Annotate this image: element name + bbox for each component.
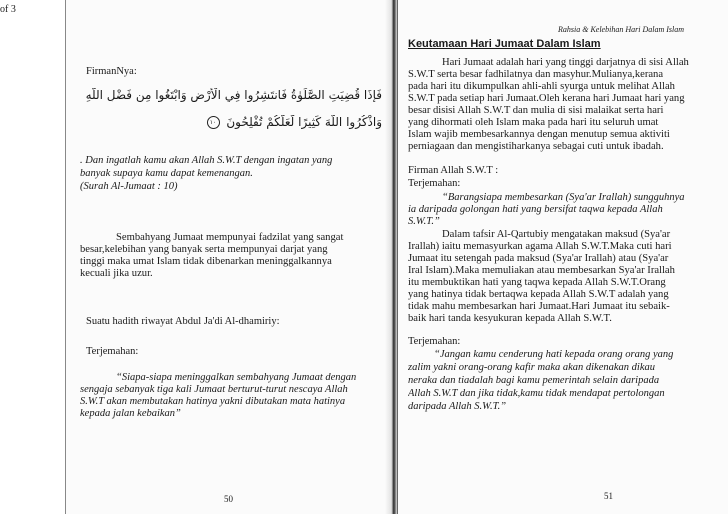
arabic-verse-line1: فَإِذَا قُضِيَتِ الصَّلَوٰةُ فَانتَشِرُوا فِي الْأَرْضِ وَابْتَغُوا مِن فَضْلِ اللَّهِ (85, 88, 382, 102)
quote1-line-1: “Barangsiapa membesarkan (Sya'ar Irallah) sungguhnya (442, 192, 685, 203)
translation-line-2: banyak supaya kamu dapat kemenangan. (80, 168, 253, 179)
right-para2-line-3: Jumaat itu setengah pada maksud (Sya'ar Irallah) atau (Sya'ar (408, 253, 669, 264)
arabic-verse-line2: وَاذْكُرُوا اللَّهَ كَثِيرًا لَّعَلَّكُمْ تُفْلِحُونَ (226, 115, 382, 129)
book-spread (65, 0, 728, 514)
page-number-left: 50 (224, 494, 233, 504)
quote2-line-3: neraka dan tiadalah bagi kamu pemerintah selain daripada (408, 375, 660, 386)
hadith-intro: Suatu hadith riwayat Abdul Ja'di Al-dhamiriy: (86, 316, 280, 327)
right-para2-line-8: baik hari tanda kesyukuran kepada Allah S.W.T. (408, 313, 612, 324)
right-page (397, 0, 728, 514)
firman-allah-label: Firman Allah S.W.T : (408, 165, 499, 176)
right-para1-line-5: besar disisi Allah S.W.T dan mulia di sisi malaikat serta hari (408, 105, 664, 116)
right-para1-line-4: S.W.T pada setiap hari Jumaat.Oleh kerana hari Jumaat hari yang (408, 93, 685, 104)
right-para1-line-8: perniagaan dan mengistiharkanya sebagai cuti untuk ibadah. (408, 141, 664, 152)
page-number-right: 51 (604, 491, 613, 501)
right-para1-line-3: pada hari itu dikumpulkan ahli-ahli syurga untuk melihat Allah (408, 81, 675, 92)
hadith-line-4: kepada jalan kebaikan” (80, 408, 181, 419)
arabic-verse-line2-row (186, 115, 382, 129)
firman-label: FirmanNya: (86, 66, 137, 77)
right-para1-line-7: Islam wajib membesarkannya dengan menutup semua aktiviti (408, 129, 670, 140)
right-para2-line-7: tidak mahu membesarkan hari Jumaat.Hari Jumaat itu sebaik- (408, 301, 670, 312)
right-para2-line-4: Iral Islam).Maka memuliakan atau membesarkan Sya'ar Irallah (408, 265, 675, 276)
paragraph-line-1: Sembahyang Jumaat mempunyai fadzilat yang sangat (116, 232, 344, 243)
right-para2-line-2: Irallah) iaitu memasyurkan agama Allah S.W.T.Maka cuti hari (408, 241, 672, 252)
terjemahan-label-2: Terjemahan: (408, 336, 461, 347)
quote1-line-3: S.W.T.” (408, 216, 440, 227)
verse-number-medallion: ١٠ (207, 116, 220, 129)
terjemahan-label: Terjemahan: (86, 346, 139, 357)
quote2-line-1: “Jangan kamu cenderung hati kepada orang orang yang (434, 349, 674, 360)
quote2-line-2: zalim yakni orang-orang kafir maka akan dikenakan dikau (408, 362, 655, 373)
right-para1-line-2: S.W.T serta besar fadhilatnya dan masyhur.Mulianya,kerana (408, 69, 664, 80)
quote2-line-5: daripada Allah S.W.T.” (408, 401, 507, 412)
right-para2-line-5: itu membuktikan hati yang taqwa kepada Allah S.W.T.Orang (408, 277, 666, 288)
hadith-line-2: sengaja sebanyak tiga kali Jumaat berturut-turut nescaya Allah (80, 384, 348, 395)
right-para2-line-6: yang hatinya tidak bertaqwa kepada Allah S.W.T adalah yang (408, 289, 669, 300)
paragraph-line-3: tinggi maka umat Islam tidak dibenarkan meninggalkannya (80, 256, 332, 267)
running-header: Rahsia & Kelebihan Hari Dalam Islam (558, 25, 684, 34)
terjemahan-label-1: Terjemahan: (408, 178, 461, 189)
page-counter: of 3 (0, 4, 16, 15)
hadith-line-1: “Siapa-siapa meninggalkan sembahyang Jumaat dengan (116, 372, 357, 383)
chapter-title: Keutamaan Hari Jumaat Dalam Islam (408, 38, 601, 50)
translation-reference: (Surah Al-Jumaat : 10) (80, 181, 178, 192)
right-para1-line-6: yang dihormati oleh Islam maka pada hari itu seluruh umat (408, 117, 659, 128)
quote2-line-4: Allah S.W.T dan jika tidak,kamu tidak mendapat pertolongan (408, 388, 665, 399)
right-para1-line-1: Hari Jumaat adalah hari yang tinggi darjatnya di sisi Allah (442, 57, 689, 68)
right-para2-line-1: Dalam tafsir Al-Qartubiy mengatakan maksud (Sya'ar (442, 229, 671, 240)
quote1-line-2: ia daripada golongan hati yang bersifat taqwa kepada Allah (408, 204, 663, 215)
paragraph-line-4: kecuali jika uzur. (80, 268, 153, 279)
translation-line-1: . Dan ingatlah kamu akan Allah S.W.T dengan ingatan yang (80, 155, 333, 166)
left-page (65, 0, 396, 514)
paragraph-line-2: besar,kelebihan yang banyak serta mempunyai darjat yang (80, 244, 328, 255)
hadith-line-3: S.W.T akan membutakan hatinya yakni dibutakan mata hatinya (80, 396, 346, 407)
